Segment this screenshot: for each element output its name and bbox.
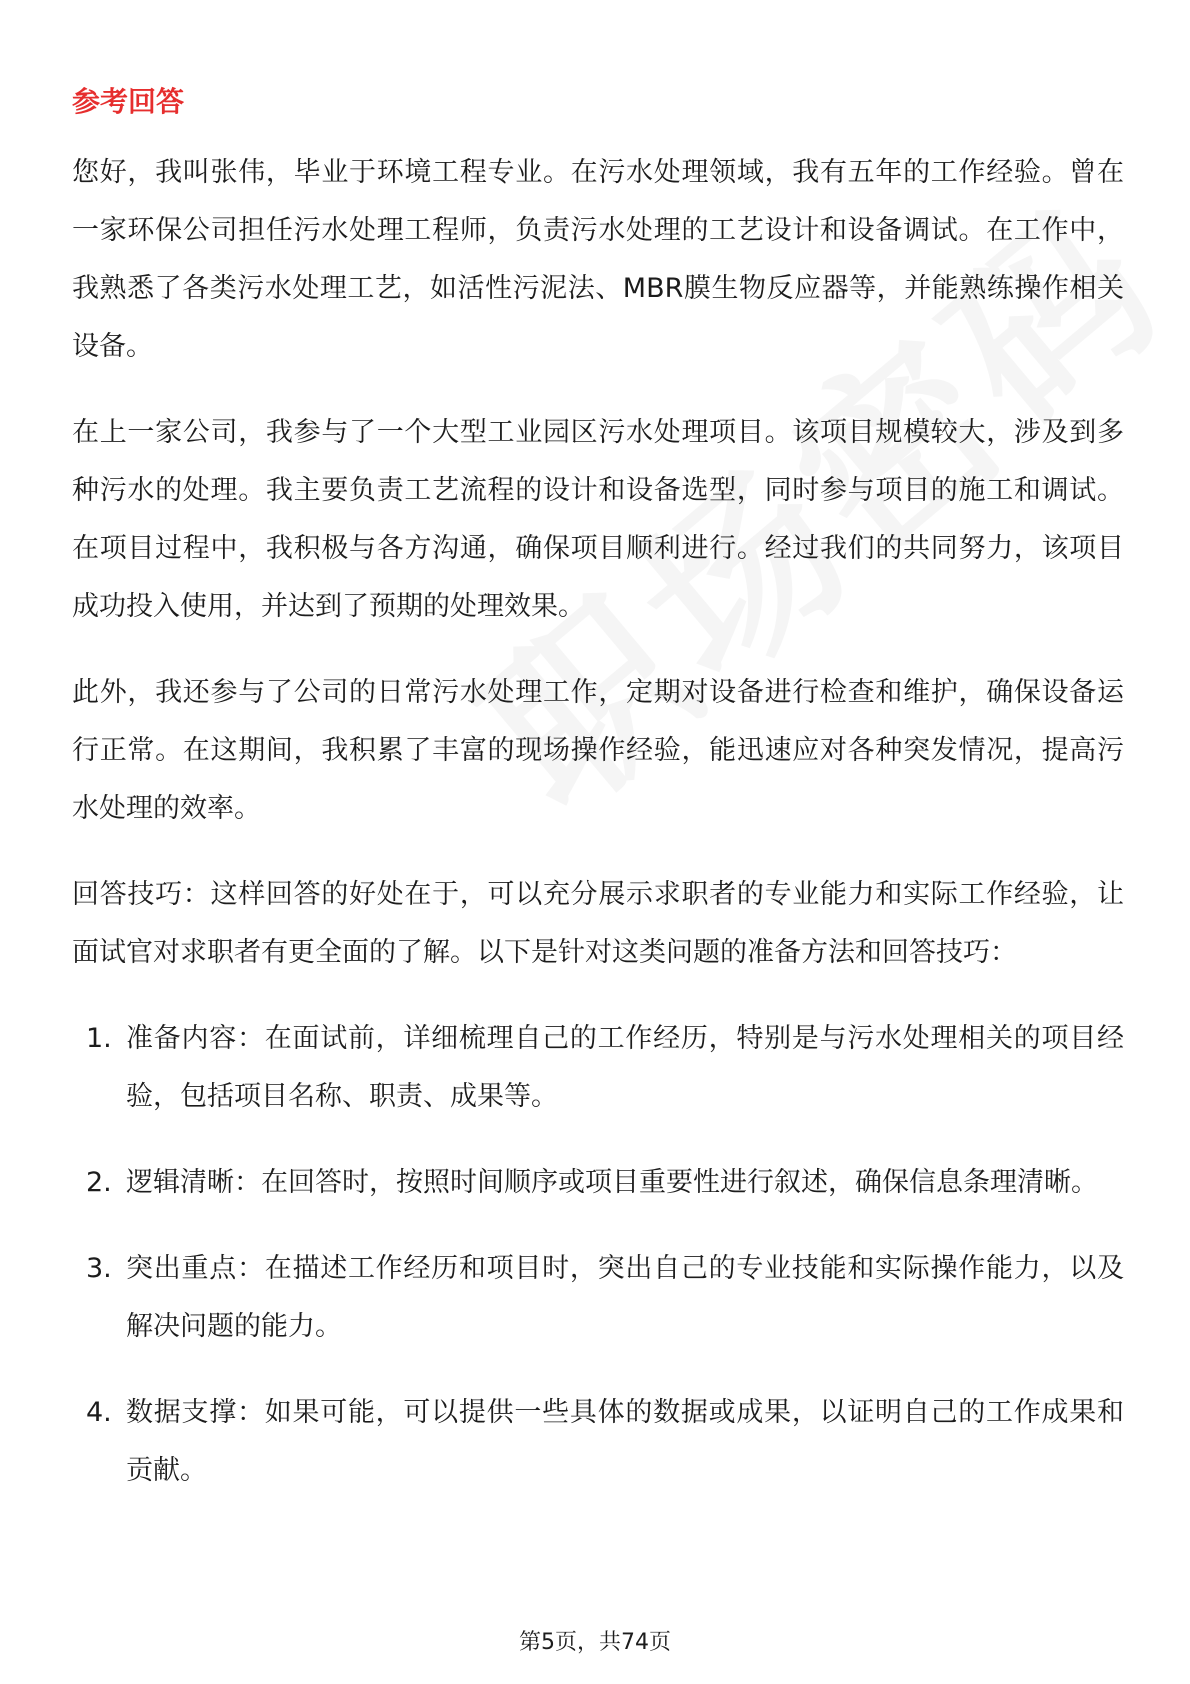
tips-list (72, 1010, 1124, 1500)
list-item-number: 3. (86, 1253, 112, 1284)
list-item (72, 1154, 1124, 1212)
list-item (72, 1384, 1124, 1500)
list-item-number: 1. (86, 1023, 112, 1054)
page-content (72, 82, 1124, 1528)
list-item (72, 1240, 1124, 1356)
list-item-text: 数据支撑：如果可能，可以提供一些具体的数据或成果，以证明自己的工作成果和贡献。 (126, 1397, 1124, 1486)
list-item (72, 1010, 1124, 1126)
list-item-number: 4. (86, 1397, 112, 1428)
list-item-text: 准备内容：在面试前，详细梳理自己的工作经历，特别是与污水处理相关的项目经验，包括项目名称、职责、成果等。 (126, 1023, 1124, 1112)
answer-paragraph-2: 在上一家公司，我参与了一个大型工业园区污水处理项目。该项目规模较大，涉及到多种污水的处理。我主要负责工艺流程的设计和设备选型，同时参与项目的施工和调试。在项目过程中，我积极与各方沟通，确保项目顺利进行。经过我们的共同努力，该项目成功投入使用，并达到了预期的处理效果。 (72, 417, 1124, 622)
section-title: 参考回答 (72, 85, 185, 118)
answer-paragraph-1: 您好，我叫张伟，毕业于环境工程专业。在污水处理领域，我有五年的工作经验。曾在一家环保公司担任污水处理工程师，负责污水处理的工艺设计和设备调试。在工作中，我熟悉了各类污水处理工艺，如活性污泥法、MBR膜生物反应器等，并能熟练操作相关设备。 (72, 157, 1124, 362)
page-footer: 第5页，共74页 (519, 1630, 671, 1655)
list-item-text: 突出重点：在描述工作经历和项目时，突出自己的专业技能和实际操作能力，以及解决问题的能力。 (126, 1253, 1124, 1342)
list-item-text: 逻辑清晰：在回答时，按照时间顺序或项目重要性进行叙述，确保信息条理清晰。 (126, 1167, 1098, 1198)
answer-paragraph-3: 此外，我还参与了公司的日常污水处理工作，定期对设备进行检查和维护，确保设备运行正常。在这期间，我积累了丰富的现场操作经验，能迅速应对各种突发情况，提高污水处理的效率。 (72, 677, 1124, 824)
answer-tips-intro: 回答技巧：这样回答的好处在于，可以充分展示求职者的专业能力和实际工作经验，让面试官对求职者有更全面的了解。以下是针对这类问题的准备方法和回答技巧： (72, 879, 1124, 968)
list-item-number: 2. (86, 1167, 112, 1198)
